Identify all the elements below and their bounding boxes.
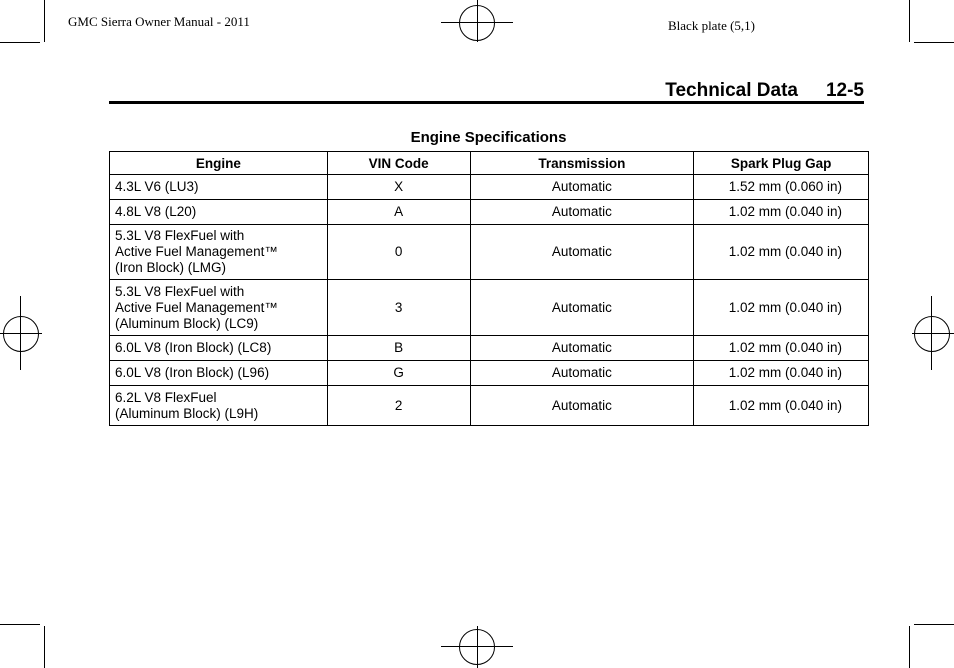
table-row — [110, 336, 869, 361]
cell-transmission: Automatic — [470, 200, 694, 225]
crop-mark — [909, 626, 910, 668]
table-row — [110, 225, 869, 280]
crop-mark — [914, 42, 954, 43]
cell-engine — [110, 280, 328, 336]
header-rule — [109, 101, 864, 104]
engine-line: 5.3L V8 FlexFuel with — [115, 228, 245, 243]
engine-line: Active Fuel Management™ — [115, 244, 278, 259]
column-header-spark-plug-gap: Spark Plug Gap — [694, 152, 869, 175]
crop-mark — [914, 624, 954, 625]
cell-spark-plug-gap: 1.02 mm (0.040 in) — [694, 200, 869, 225]
cell-transmission: Automatic — [470, 361, 694, 386]
cell-vin-code: X — [327, 175, 470, 200]
engine-line: 6.2L V8 FlexFuel — [115, 389, 217, 405]
table-caption: Engine Specifications — [410, 129, 567, 146]
cell-engine — [110, 200, 328, 225]
engine-line: 6.0L V8 (Iron Block) (LC8) — [115, 340, 272, 355]
cell-spark-plug-gap: 1.02 mm (0.040 in) — [694, 361, 869, 386]
cell-engine — [110, 175, 328, 200]
manual-title: GMC Sierra Owner Manual - 2011 — [68, 14, 250, 29]
cell-spark-plug-gap: 1.52 mm (0.060 in) — [694, 175, 869, 200]
engine-line: Active Fuel Management™ — [115, 299, 278, 315]
section-header — [665, 80, 864, 102]
page-number: 12-5 — [825, 80, 864, 101]
column-header-engine: Engine — [110, 152, 328, 175]
crop-mark — [909, 0, 910, 42]
table-header-row — [110, 152, 869, 175]
table-row — [110, 175, 869, 200]
cell-engine — [110, 336, 328, 361]
crop-mark — [0, 42, 40, 43]
cell-engine — [110, 225, 328, 280]
cell-engine — [110, 386, 328, 426]
crop-mark — [0, 624, 40, 625]
engine-line: 5.3L V8 FlexFuel with — [115, 283, 245, 299]
cell-vin-code: 2 — [327, 386, 470, 426]
cell-transmission: Automatic — [470, 386, 694, 426]
section-title: Technical Data — [665, 80, 798, 101]
engine-line: 4.8L V8 (L20) — [115, 204, 197, 219]
table-row — [110, 361, 869, 386]
engine-line: (Aluminum Block) (LC9) — [115, 315, 259, 331]
engine-line: 6.0L V8 (Iron Block) (L96) — [115, 365, 270, 380]
table-row — [110, 280, 869, 336]
cell-spark-plug-gap: 1.02 mm (0.040 in) — [694, 280, 869, 336]
cell-vin-code: 3 — [327, 280, 470, 336]
engine-line: (Iron Block) (LMG) — [115, 260, 227, 275]
cell-vin-code: 0 — [327, 225, 470, 280]
table-row — [110, 386, 869, 426]
column-header-vin-code: VIN Code — [327, 152, 470, 175]
engine-specifications-table — [109, 151, 869, 426]
cell-transmission: Automatic — [470, 225, 694, 280]
cell-spark-plug-gap: 1.02 mm (0.040 in) — [694, 386, 869, 426]
cell-engine — [110, 361, 328, 386]
crop-mark — [44, 626, 45, 668]
cell-vin-code: A — [327, 200, 470, 225]
cell-transmission: Automatic — [470, 336, 694, 361]
cell-transmission: Automatic — [470, 175, 694, 200]
cell-spark-plug-gap: 1.02 mm (0.040 in) — [694, 336, 869, 361]
cell-transmission: Automatic — [470, 280, 694, 336]
table-row — [110, 200, 869, 225]
crop-mark — [44, 0, 45, 42]
cell-spark-plug-gap: 1.02 mm (0.040 in) — [694, 225, 869, 280]
cell-vin-code: G — [327, 361, 470, 386]
column-header-transmission: Transmission — [470, 152, 694, 175]
engine-line: (Aluminum Block) (L9H) — [115, 405, 259, 421]
engine-line: 4.3L V6 (LU3) — [115, 179, 199, 194]
plate-label: Black plate (5,1) — [668, 18, 755, 33]
cell-vin-code: B — [327, 336, 470, 361]
